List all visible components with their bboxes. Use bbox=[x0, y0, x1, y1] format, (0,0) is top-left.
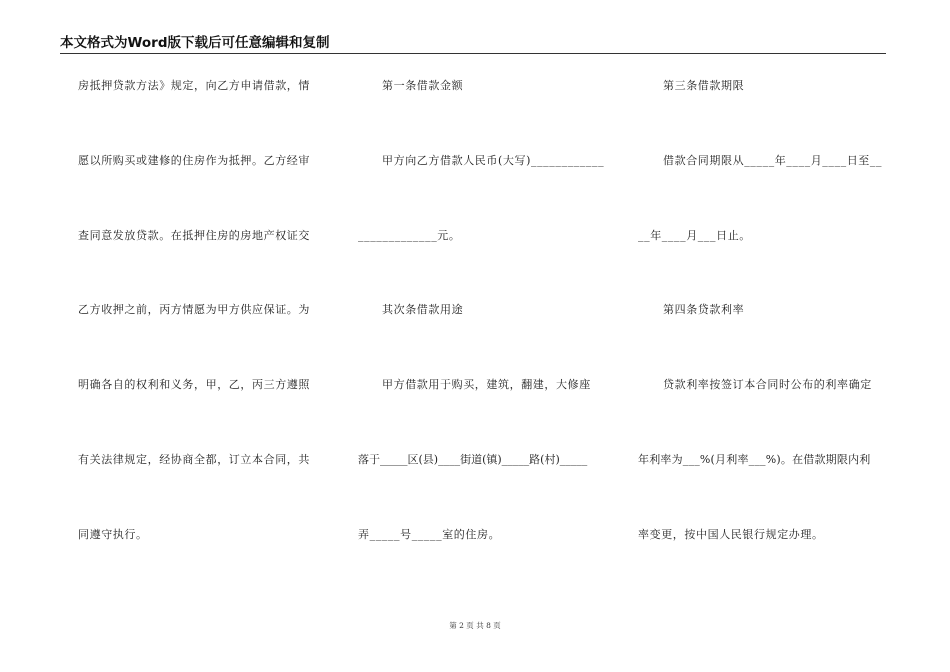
header-divider bbox=[60, 53, 886, 54]
text-line: 甲方借款用于购买，建筑，翻建，大修座 bbox=[382, 378, 591, 391]
text-line: 乙方收押之前，丙方情愿为甲方供应保证。为 bbox=[78, 303, 310, 316]
page-number: 第 2 页 共 8 页 bbox=[449, 621, 501, 630]
text-line: 借款合同期限从_____年____月____日至__ bbox=[663, 154, 883, 167]
text-line: 同遵守执行。 bbox=[78, 528, 148, 541]
text-line: __年____月___日止。 bbox=[638, 229, 751, 242]
text-line: 贷款利率按签订本合同时公布的利率确定 bbox=[663, 378, 872, 391]
text-line: 率变更，按中国人民银行规定办理。 bbox=[638, 528, 824, 541]
header-title: 本文格式为Word版下载后可任意编辑和复制 bbox=[60, 35, 330, 51]
text-line: 查同意发放贷款。在抵押住房的房地产权证交 bbox=[78, 229, 310, 242]
section-heading: 第三条借款期限 bbox=[663, 79, 745, 92]
text-line: 房抵押贷款方法》规定，向乙方申请借款，情 bbox=[78, 79, 310, 92]
text-line: 弄_____号_____室的住房。 bbox=[358, 528, 501, 541]
text-line: 年利率为___%(月利率___%)。在借款期限内利 bbox=[638, 453, 871, 466]
text-line: 明确各自的权利和义务，甲，乙，丙三方遵照 bbox=[78, 378, 310, 391]
text-line: 愿以所购买或建修的住房作为抵押。乙方经审 bbox=[78, 154, 310, 167]
section-heading: 第四条贷款利率 bbox=[663, 303, 745, 316]
document-header bbox=[60, 34, 886, 52]
text-line: 有关法律规定，经协商全都，订立本合同，共 bbox=[78, 453, 310, 466]
text-line: 落于_____区(县)____街道(镇)_____路(村)_____ bbox=[358, 453, 588, 466]
text-line: 甲方向乙方借款人民币(大写)____________ bbox=[382, 154, 605, 167]
section-heading: 其次条借款用途 bbox=[382, 303, 464, 316]
text-line: _____________元。 bbox=[358, 229, 461, 242]
section-heading: 第一条借款金额 bbox=[382, 79, 464, 92]
